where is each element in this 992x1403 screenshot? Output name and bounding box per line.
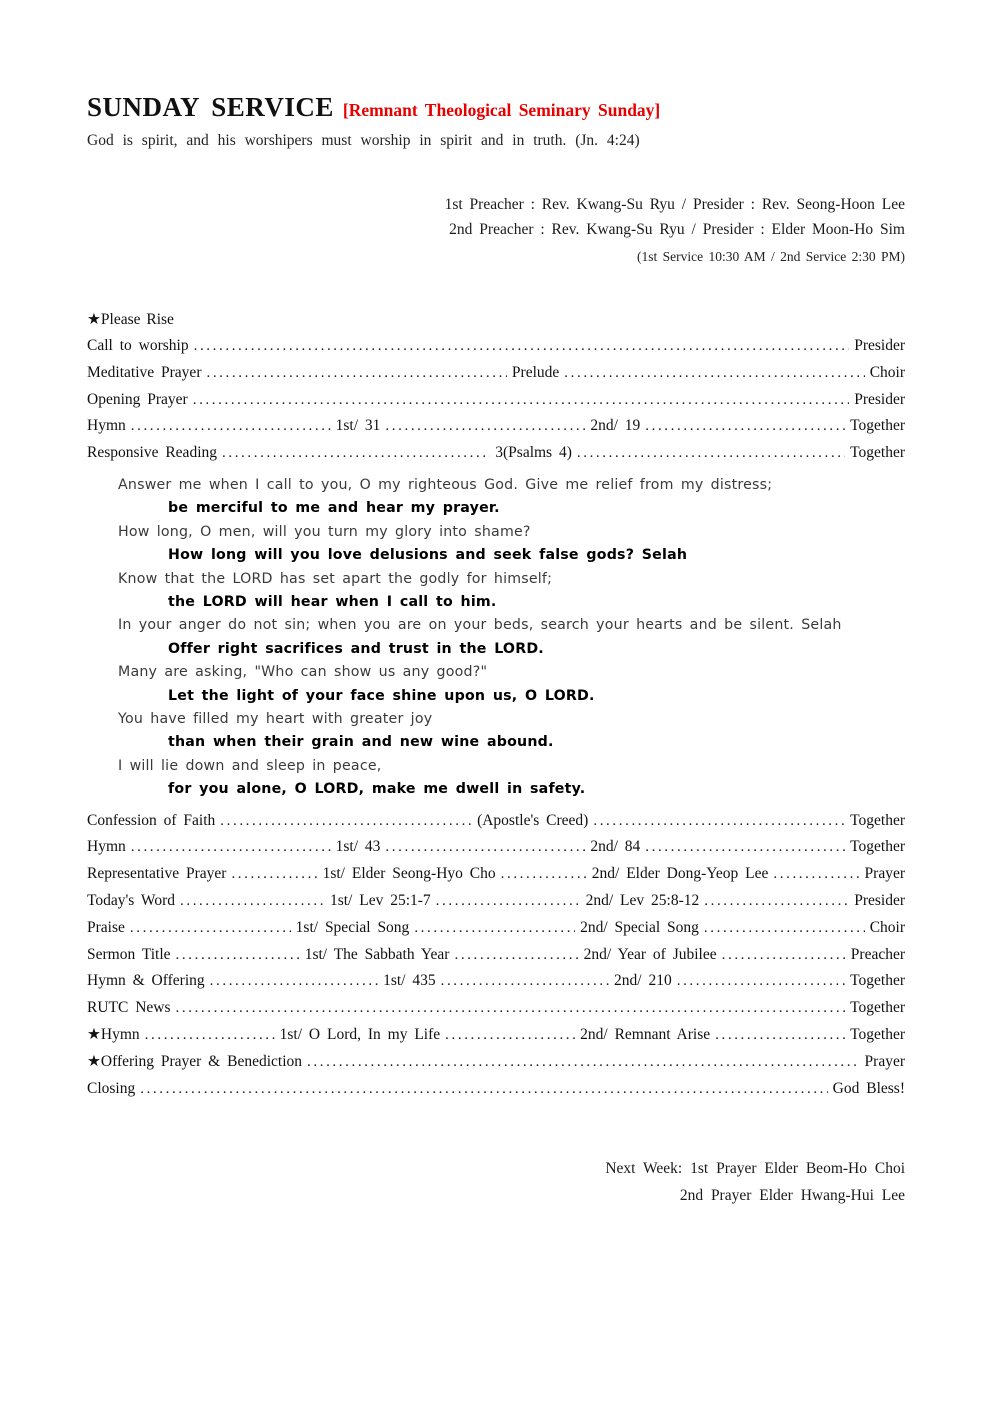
service-line-text: Sermon Title [87, 945, 171, 963]
service-line-text: Choir [869, 363, 905, 381]
service-line-text: 2nd/ Remnant Arise [580, 1026, 711, 1044]
service-line-text: Preacher [850, 945, 905, 963]
reading-response-line: Offer right sacrifices and trust in the LORD. [168, 640, 544, 657]
dot-leader [715, 1022, 845, 1049]
dot-leader [194, 333, 850, 360]
dot-leader [231, 861, 317, 888]
dot-leader [414, 915, 575, 942]
service-line-text: 1st/ Lev 25:1-7 [329, 892, 431, 910]
reading-call-line: I will lie down and sleep in peace, [118, 757, 382, 774]
page-title: SUNDAY SERVICE [87, 92, 334, 122]
service-line-text: Choir [869, 918, 905, 936]
preacher-line-1: 1st Preacher : Rev. Kwang-Su Ryu / Presider : Rev. Seong-Hoon Lee [444, 196, 905, 213]
reading-response-line: the LORD will hear when I call to him. [168, 594, 497, 611]
service-order-part2 [87, 808, 905, 1103]
responsive-reading-text [87, 474, 905, 802]
dot-leader [677, 968, 845, 995]
service-line [87, 440, 905, 467]
service-line [87, 995, 905, 1022]
reading-call-line: How long, O men, will you turn my glory into shame? [118, 523, 531, 540]
dot-leader [564, 360, 864, 387]
next-week-line-1: Next Week: 1st Prayer Elder Beom-Ho Choi [605, 1160, 905, 1178]
service-line-text: Opening Prayer [87, 390, 188, 408]
service-line-text: (Apostle's Creed) [477, 811, 589, 829]
service-line [87, 968, 905, 995]
service-line-text: Together [850, 999, 905, 1017]
service-line-text: 1st/ Special Song [295, 918, 410, 936]
dot-leader [145, 1022, 275, 1049]
service-times: (1st Service 10:30 AM / 2nd Service 2:30 PM) [637, 249, 905, 264]
service-line-text: Hymn & Offering [87, 972, 205, 990]
dot-leader [206, 360, 506, 387]
dot-leader [140, 1076, 827, 1103]
service-line-text: Together [850, 811, 906, 829]
service-line-text: 2nd/ 210 [614, 972, 672, 990]
service-line-text: Confession of Faith [87, 811, 216, 829]
reading-call-line: Many are asking, "Who can show us any good?" [118, 664, 488, 681]
service-line [87, 888, 905, 915]
dot-leader [501, 861, 587, 888]
dot-leader [454, 942, 578, 969]
service-line-text: 1st/ The Sabbath Year [304, 945, 450, 963]
service-line-text: Meditative Prayer [87, 363, 202, 381]
service-line-text: 1st/ 31 [335, 417, 381, 435]
dot-leader [385, 413, 585, 440]
reading-call-line: In your anger do not sin; when you are on your beds, search your hearts and be silent. Selah [118, 617, 842, 634]
dot-leader [130, 915, 291, 942]
service-line [87, 413, 905, 440]
reading-call-line: Answer me when I call to you, O my righteous God. Give me relief from my distress; [118, 476, 773, 493]
service-line [87, 942, 905, 969]
next-week-info [87, 1155, 905, 1209]
dot-leader [593, 808, 845, 835]
service-line-text: ★Hymn [87, 1026, 140, 1044]
service-line-text: Responsive Reading [87, 444, 217, 462]
service-line-text: RUTC News [87, 999, 171, 1017]
dot-leader [722, 942, 846, 969]
reading-response-line: than when their grain and new wine abound. [168, 734, 554, 751]
dot-leader [193, 387, 849, 414]
service-line-text: Closing [87, 1079, 136, 1097]
service-line-text: 1st/ 435 [383, 972, 436, 990]
service-line-text: Prelude [511, 363, 560, 381]
reading-call-line: Know that the LORD has set apart the godly for himself; [118, 570, 553, 587]
service-line-text: Presider [854, 337, 905, 354]
service-order-part1 [87, 333, 905, 467]
service-line [87, 387, 905, 414]
service-line [87, 360, 905, 387]
service-line-text: Presider [854, 390, 905, 408]
page-title-tag: [Remnant Theological Seminary Sunday] [342, 100, 661, 120]
service-line-text: Together [850, 417, 906, 435]
service-line-text: Together [850, 444, 905, 462]
service-line-text: Together [850, 972, 906, 990]
service-line-text: Call to worship [87, 337, 189, 354]
service-line-text: 2nd/ 84 [590, 838, 641, 856]
dot-leader [577, 440, 845, 467]
dot-leader [704, 915, 865, 942]
dot-leader [131, 834, 331, 861]
service-line-text: 2nd/ Year of Jubilee [583, 945, 717, 963]
service-line-text: Representative Prayer [87, 865, 227, 883]
service-line-text: 2nd/ 19 [590, 417, 641, 435]
header [87, 92, 905, 123]
dot-leader [441, 968, 609, 995]
scripture-motto: God is spirit, and his worshipers must worship in spirit and in truth. (Jn. 4:24) [87, 132, 640, 149]
dot-leader [131, 413, 331, 440]
service-line-text: 1st/ O Lord, In my Life [279, 1026, 441, 1044]
service-line-text: Praise [87, 918, 125, 936]
reading-call-line: You have filled my heart with greater joy [118, 711, 433, 728]
dot-leader [222, 440, 490, 467]
service-line-text: ★Offering Prayer & Benediction [87, 1052, 303, 1070]
service-line-text: Prayer [864, 865, 905, 883]
service-line [87, 1076, 905, 1103]
service-line-text: Together [850, 838, 906, 856]
dot-leader [210, 968, 378, 995]
service-line-text: Together [850, 1026, 905, 1044]
service-line [87, 915, 905, 942]
service-line-text: Prayer [864, 1052, 905, 1070]
reading-response-line: How long will you love delusions and seek false gods? Selah [168, 547, 688, 564]
dot-leader [436, 888, 581, 915]
service-line-text: Today's Word [87, 892, 175, 910]
service-line [87, 1022, 905, 1049]
dot-leader [445, 1022, 575, 1049]
service-line-text: 3(Psalms 4) [495, 444, 572, 462]
service-line-text: God Bless! [832, 1079, 905, 1097]
service-line [87, 1049, 905, 1076]
reading-response-line: Let the light of your face shine upon us, O LORD. [168, 687, 595, 704]
service-line-text: Hymn [87, 417, 126, 435]
dot-leader [645, 834, 845, 861]
preacher-info [87, 192, 905, 269]
service-line-text: Hymn [87, 838, 126, 856]
service-line-text: 1st/ 43 [335, 838, 381, 856]
dot-leader [307, 1049, 860, 1076]
dot-leader [220, 808, 472, 835]
preacher-line-2: 2nd Preacher : Rev. Kwang-Su Ryu / Presider : Elder Moon-Ho Sim [449, 221, 905, 238]
service-line [87, 808, 905, 835]
service-line [87, 333, 905, 360]
service-line-text: 2nd/ Elder Dong-Yeop Lee [591, 865, 769, 883]
service-line [87, 834, 905, 861]
reading-response-line: for you alone, O LORD, make me dwell in safety. [168, 781, 586, 798]
service-line-text: Presider [854, 892, 905, 910]
dot-leader [385, 834, 585, 861]
service-line [87, 861, 905, 888]
dot-leader [180, 888, 325, 915]
dot-leader [704, 888, 849, 915]
dot-leader [176, 942, 300, 969]
service-line-text: 2nd/ Special Song [580, 918, 699, 936]
next-week-line-2: 2nd Prayer Elder Hwang-Hui Lee [679, 1187, 905, 1205]
dot-leader [773, 861, 859, 888]
dot-leader [645, 413, 845, 440]
dot-leader [176, 995, 846, 1022]
service-line-text: 1st/ Elder Seong-Hyo Cho [322, 865, 496, 883]
service-line-text: 2nd/ Lev 25:8-12 [585, 892, 700, 910]
please-rise-note: ★Please Rise [87, 311, 174, 328]
reading-response-line: be merciful to me and hear my prayer. [168, 500, 500, 517]
